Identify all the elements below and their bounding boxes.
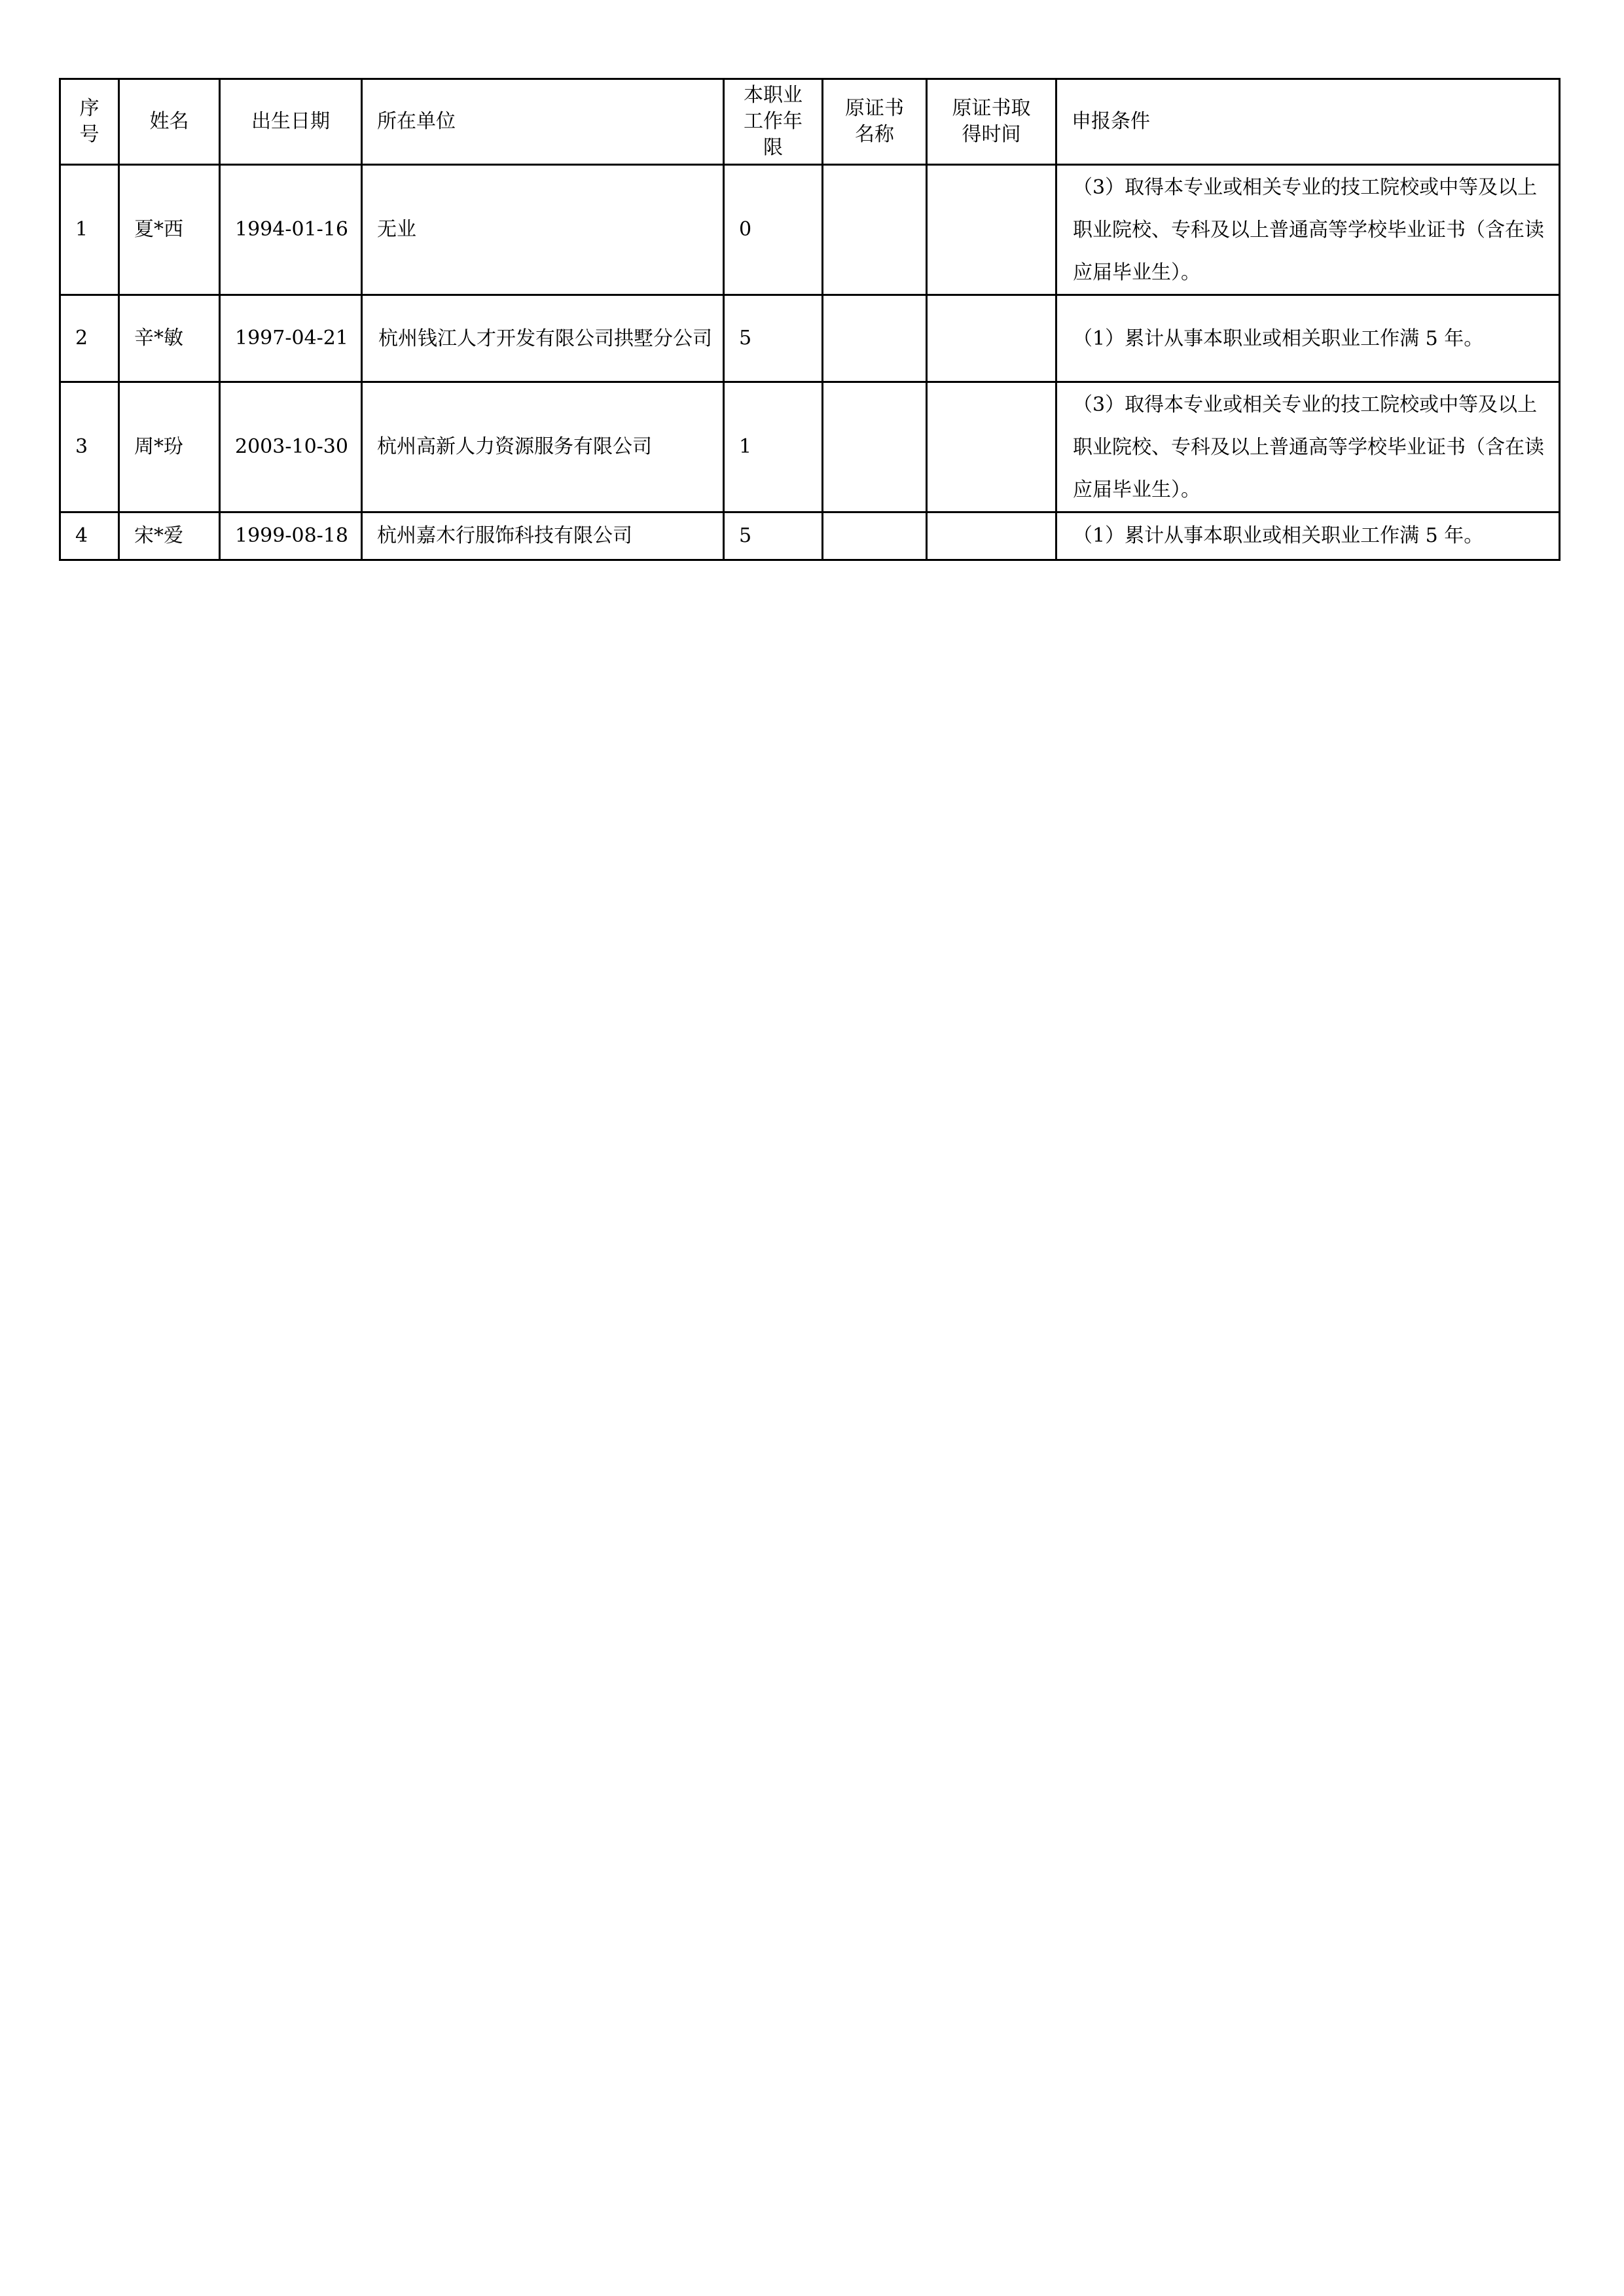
cell-birth-date: 1997-04-21 bbox=[220, 295, 362, 382]
header-name: 姓名 bbox=[119, 79, 220, 165]
header-birth-date: 出生日期 bbox=[220, 79, 362, 165]
cell-index: 4 bbox=[60, 512, 119, 560]
cell-employer: 杭州高新人力资源服务有限公司 bbox=[362, 382, 724, 512]
header-index: 序号 bbox=[60, 79, 119, 165]
table-row bbox=[60, 512, 1560, 560]
cell-employer: 杭州嘉木行服饰科技有限公司 bbox=[362, 512, 724, 560]
cell-work-years: 5 bbox=[724, 295, 823, 382]
cell-index: 1 bbox=[60, 165, 119, 295]
cell-name: 夏*西 bbox=[119, 165, 220, 295]
cell-employer: 杭州钱江人才开发有限公司拱墅分公司 bbox=[362, 295, 724, 382]
header-employer: 所在单位 bbox=[362, 79, 724, 165]
cell-condition: （1）累计从事本职业或相关职业工作满 5 年。 bbox=[1056, 295, 1560, 382]
table-row bbox=[60, 382, 1560, 512]
cell-employer: 无业 bbox=[362, 165, 724, 295]
cell-birth-date: 2003-10-30 bbox=[220, 382, 362, 512]
cell-work-years: 5 bbox=[724, 512, 823, 560]
cell-condition: （1）累计从事本职业或相关职业工作满 5 年。 bbox=[1056, 512, 1560, 560]
cell-birth-date: 1999-08-18 bbox=[220, 512, 362, 560]
cell-orig-cert-date bbox=[927, 512, 1056, 560]
cell-orig-cert-date bbox=[927, 382, 1056, 512]
cell-index: 3 bbox=[60, 382, 119, 512]
cell-name: 周*玢 bbox=[119, 382, 220, 512]
cell-orig-cert-name bbox=[823, 382, 927, 512]
cell-orig-cert-name bbox=[823, 295, 927, 382]
header-orig-cert-name: 原证书名称 bbox=[823, 79, 927, 165]
header-orig-cert-date: 原证书取得时间 bbox=[927, 79, 1056, 165]
cell-orig-cert-date bbox=[927, 165, 1056, 295]
table-row bbox=[60, 165, 1560, 295]
header-condition: 申报条件 bbox=[1056, 79, 1560, 165]
cell-work-years: 0 bbox=[724, 165, 823, 295]
cell-work-years: 1 bbox=[724, 382, 823, 512]
table-header-row bbox=[60, 79, 1560, 165]
cell-orig-cert-date bbox=[927, 295, 1056, 382]
cell-name: 辛*敏 bbox=[119, 295, 220, 382]
cell-index: 2 bbox=[60, 295, 119, 382]
cell-name: 宋*爱 bbox=[119, 512, 220, 560]
cell-condition: （3）取得本专业或相关专业的技工院校或中等及以上职业院校、专科及以上普通高等学校毕业证书（含在读应届毕业生）。 bbox=[1056, 165, 1560, 295]
applicant-table bbox=[59, 78, 1561, 561]
cell-orig-cert-name bbox=[823, 165, 927, 295]
cell-birth-date: 1994-01-16 bbox=[220, 165, 362, 295]
header-work-years: 本职业工作年限 bbox=[724, 79, 823, 165]
table-row bbox=[60, 295, 1560, 382]
cell-condition: （3）取得本专业或相关专业的技工院校或中等及以上职业院校、专科及以上普通高等学校毕业证书（含在读应届毕业生）。 bbox=[1056, 382, 1560, 512]
cell-orig-cert-name bbox=[823, 512, 927, 560]
